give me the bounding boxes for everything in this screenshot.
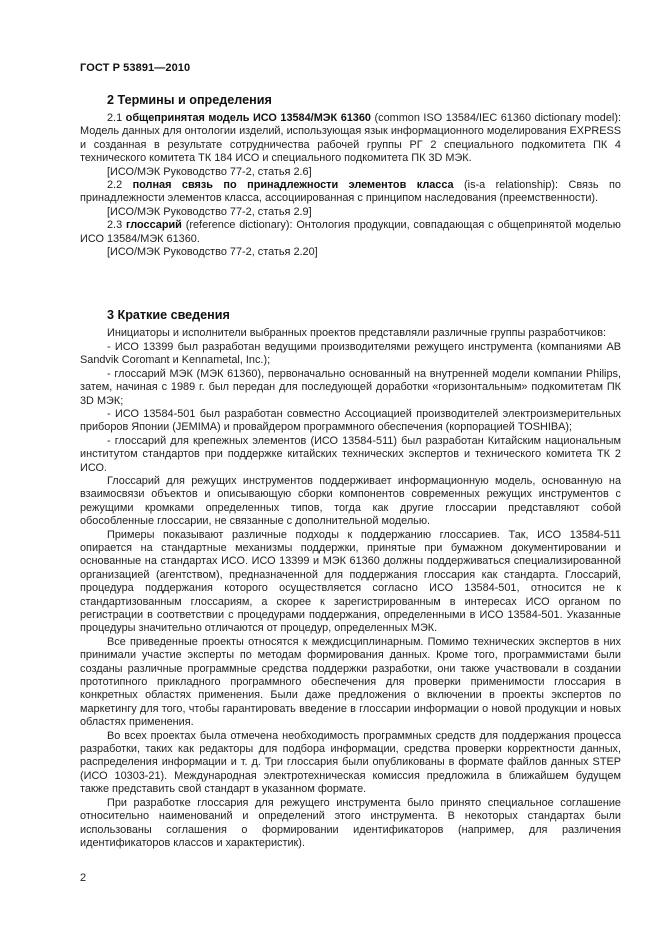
term-english: (is-a relationship): bbox=[464, 179, 559, 192]
section-2-heading: 2 Термины и определения bbox=[107, 93, 272, 107]
page-number: 2 bbox=[80, 872, 87, 885]
term-definition: Онтология продукции, совпадающая с общепринятой моделью ИСО 13584/МЭК 61360. bbox=[80, 219, 621, 245]
term-source: [ИСО/МЭК Руководство 77-2, статья 2.20] bbox=[107, 246, 318, 259]
term-number: 2.2 bbox=[107, 179, 123, 192]
term-definition: Модель данных для онтологии изделий, использующая язык информационного моделирования EXPRESS и созданная в результате сотрудничества рабочей группы РГ 2 специального подкомитета ПК 4 технического комитета ТК 184 ИСО и специального подкомитета ПК 3D МЭК. bbox=[80, 125, 621, 165]
term-number: 2.1 bbox=[107, 112, 123, 124]
term-2-2 bbox=[80, 179, 621, 206]
term-name: общепринятая модель ИСО 13584/МЭК 61360 bbox=[125, 112, 371, 124]
term-english: (reference dictionary): bbox=[185, 219, 293, 232]
section-3-heading: 3 Краткие сведения bbox=[107, 308, 230, 323]
section-3-intro: Инициаторы и исполнители выбранных проектов представляли различные группы разработчиков: bbox=[107, 327, 607, 340]
page-content bbox=[80, 92, 621, 885]
term-name: полная связь по принадлежности элементов класса bbox=[132, 179, 454, 192]
list-item: - ИСО 13584-501 был разработан совместно Ассоциацией производителей электроизмерительных приборов Японии (JEMIMA) и провайдером программного обеспечения (корпорацией TOSHIBA); bbox=[80, 407, 621, 434]
term-name: глоссарий bbox=[125, 219, 182, 232]
paragraph: При разработке глоссария для режущего инструмента было принято специальное соглашение относительно наименований и определений этого инструмента. В некоторых стандартах были использованы соглашения о формировании идентификаторов (например, для различения идентификаторов классов и характеристик). bbox=[80, 796, 621, 849]
list-item: - глоссарий для крепежных элементов (ИСО 13584-511) был разработан Китайским национальным институтом стандартов при поддержке китайских технических экспертов и технического комитета ТК 2 ИСО. bbox=[80, 434, 621, 474]
term-english: (common ISO 13584/IEC 61360 dictionary model): bbox=[374, 112, 621, 124]
term-2-1 bbox=[80, 112, 621, 166]
paragraph: Во всех проектах была отмечена необходимость программных средств для поддержания процесса разработки, таких как редакторы для подбора информации, средства проверки корректности данных, распределения информации и т. д. Три глоссария были опубликованы в формате файлов данных STEP (ИСО 10303-21). Международная электротехническая комиссия предложила в ближайшем будущем также представить свой стандарт в указанном формате. bbox=[80, 729, 621, 796]
document-code-header: ГОСТ Р 53891—2010 bbox=[80, 62, 191, 74]
term-number: 2.3 bbox=[107, 219, 123, 232]
list-item: - ИСО 13399 был разработан ведущими производителями режущего инструмента (компаниями AB Sandvik Coromant и Kennametal, Inc.); bbox=[80, 340, 621, 367]
term-2-3 bbox=[80, 219, 621, 246]
paragraph: Все приведенные проекты относятся к междисциплинарным. Помимо технических экспертов в них принимали участие эксперты по методам формирования данных. Кроме того, программистами были созданы различные программные средства поддержки разработки, они также участвовали в создании прототипного прикладного программного обеспечения для проверки применимости глоссария в конкретных областях применения. Были даже предложения о включении в проекты экспертов по маркетингу для того, чтобы гарантировать введение в глоссарии информации о новой продукции и новых областях применения. bbox=[80, 635, 621, 729]
paragraph: Глоссарий для режущих инструментов поддерживает информационную модель, основанную на взаимосвязи объектов и описывающую сборки компонентов современных режущих инструментов с режущими кромками определенных типов, тогда как другие глоссарии представляют собой обособленные глоссарии, не связанные с дополнительной моделью. bbox=[80, 474, 621, 528]
paragraph: Примеры показывают различные подходы к поддержанию глоссариев. Так, ИСО 13584-511 опирается на стандартные механизмы поддержки, принятые при бумажном документировании и основанные на стандартах ИСО. ИСО 13399 и МЭК 61360 должны поддерживаться специализированной организацией (агентством), предназначенной для поддержания глоссария как стандарта. Глоссарий, процедура поддержания которого осуществляется согласно ИСО 13584-501, относится не к стандартизованным глоссариям, а скорее к зарегистрированным в интересах ИСО органом по регистрации в соответствии с процедурами поддержания, определенными в ИСО 13584-501. Указанные процедуры значительно отличаются от процедур, определенных МЭК. bbox=[80, 528, 621, 635]
term-source: [ИСО/МЭК Руководство 77-2, статья 2.6] bbox=[107, 165, 312, 178]
list-item: - глоссарий МЭК (МЭК 61360), первоначально основанный на внутренней модели компании Philips, затем, начиная с 1989 г. был передан для последующей доработки «горизонтальным» подкомитетам ПК 3D МЭК; bbox=[80, 367, 621, 407]
term-source: [ИСО/МЭК Руководство 77-2, статья 2.9] bbox=[107, 205, 312, 218]
term-definition: Связь по принадлежности элементов класса, ассоциированная с принципом наследования (преемственности). bbox=[80, 179, 621, 205]
